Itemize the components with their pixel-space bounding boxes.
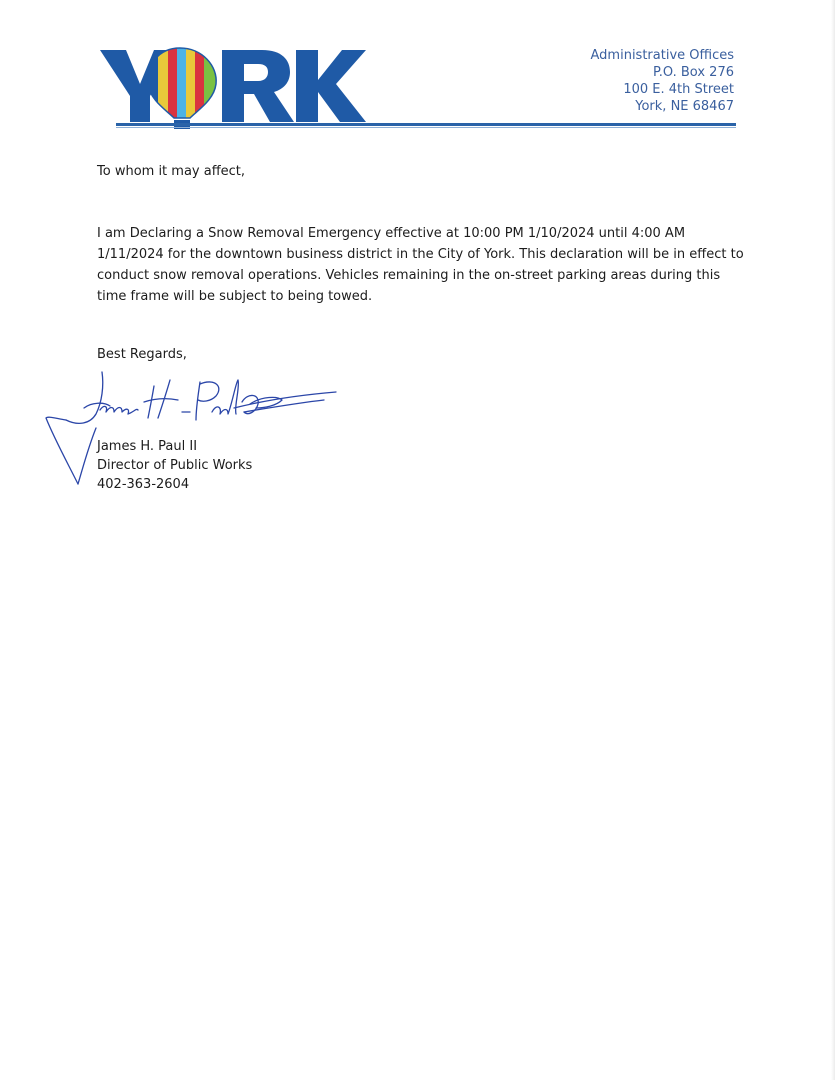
letterhead bbox=[98, 44, 738, 134]
header-rule bbox=[116, 123, 736, 126]
hot-air-balloon-icon bbox=[146, 44, 218, 129]
closing: Best Regards, bbox=[97, 347, 187, 362]
york-logo-graphic bbox=[98, 44, 368, 132]
salutation: To whom it may affect, bbox=[97, 164, 246, 179]
address-line-2: P.O. Box 276 bbox=[652, 65, 734, 80]
york-logo bbox=[98, 44, 368, 132]
declaration-paragraph: I am Declaring a Snow Removal Emergency effective at 10:00 PM 1/10/2024 until 4:00 AM 1/11/2024 for the downtown business district in the City of York. This declaration will be in effect to conduct snow removal operations. Vehicles remaining in the on-street parking areas during this time frame will be subject to being towed. bbox=[97, 226, 744, 304]
signer-name: James H. Paul II bbox=[97, 439, 198, 454]
scan-edge-shadow bbox=[831, 0, 835, 1080]
address-line-4: York, NE 68467 bbox=[635, 99, 734, 114]
signer-title: Director of Public Works bbox=[97, 458, 253, 473]
header-rule-thin bbox=[116, 127, 736, 128]
address-line-1: Administrative Offices bbox=[590, 48, 734, 63]
signer-block bbox=[97, 437, 252, 494]
signer-phone: 402-363-2604 bbox=[97, 477, 190, 492]
office-address bbox=[591, 47, 734, 115]
address-line-3: 100 E. 4th Street bbox=[623, 82, 734, 97]
